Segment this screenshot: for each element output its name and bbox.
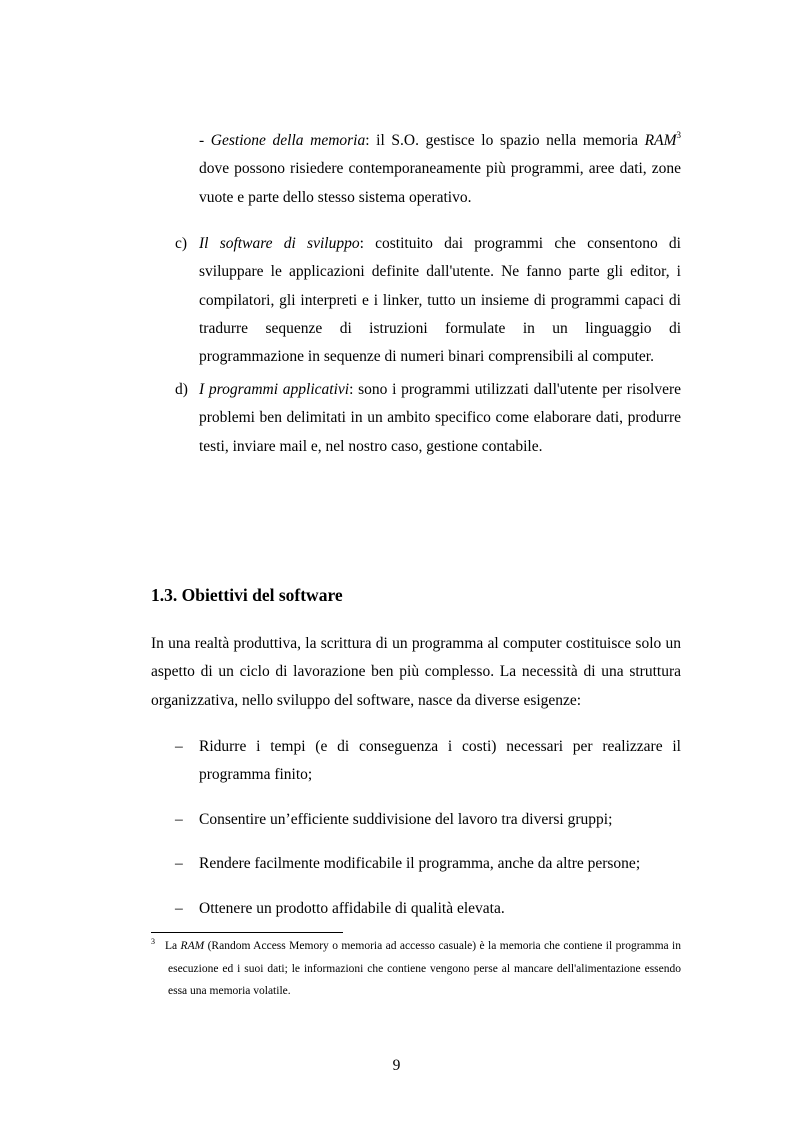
- footnote-divider: [151, 932, 343, 933]
- list-item-label: c): [175, 235, 188, 252]
- footnote-reference[interactable]: 3: [676, 130, 682, 140]
- list-item-title: I programmi applicativi: [199, 381, 350, 398]
- footnote-text: [151, 935, 681, 1003]
- dash-bullet: –: [175, 811, 183, 828]
- list-item-text: Ridurre i tempi (e di conseguenza i costi) necessari per realizzare il programma finito;: [199, 738, 681, 784]
- footnote-body: (Random Access Memory o memoria ad accesso casuale) è la memoria che contiene il programma in esecuzione ed i suoi dati; le informazioni che contiene vengono perse al mancare dell'alimentazione essendo essa una memoria volatile.: [168, 940, 681, 997]
- footnote: [151, 935, 681, 1003]
- list-item-text: [199, 230, 681, 371]
- footnote-lead: La: [165, 940, 181, 952]
- memory-management-text: : il S.O. gestisce lo spazio nella memoria: [365, 132, 645, 149]
- dash-bullet: –: [175, 855, 183, 872]
- list-item-title: Il software di sviluppo: [199, 235, 360, 252]
- list-item-label: d): [175, 381, 188, 398]
- section-heading: 1.3. Obiettivi del software: [151, 585, 343, 605]
- memory-prefix: -: [199, 132, 211, 149]
- list-item-body: : sono i programmi utilizzati dall'utente per risolvere problemi ben delimitati in un ambito specifico come elaborare dati, produrre testi, inviare mail e, nel nostro caso, gestione contabile.: [199, 381, 682, 455]
- memory-management-rest: dove possono risiedere contemporaneamente più programmi, aree dati, zone vuote e parte dello stesso sistema operativo.: [199, 160, 681, 206]
- list-item-text: Ottenere un prodotto affidabile di qualità elevata.: [199, 900, 505, 917]
- memory-management-title: Gestione della memoria: [210, 132, 366, 149]
- list-item-text: Rendere facilmente modificabile il programma, anche da altre persone;: [199, 855, 641, 872]
- dash-bullet: –: [175, 900, 183, 917]
- footnote-ram-term: RAM: [180, 940, 205, 952]
- list-item-body: : costituito dai programmi che consentono di sviluppare le applicazioni definite dall'utente. Ne fanno parte gli editor, i compilatori, gli interpreti e i linker, tutto un insieme di programmi capaci di tradurre sequenze di istruzioni formulate in un linguaggio di programmazione in sequenze di numeri binari comprensibili al computer.: [199, 235, 681, 366]
- memory-management-paragraph: [199, 127, 681, 212]
- footnote-mark: 3: [151, 937, 155, 946]
- list-item-text: Consentire un’efficiente suddivisione del lavoro tra diversi gruppi;: [199, 811, 613, 828]
- list-item-text: [199, 376, 681, 461]
- dash-bullet: –: [175, 738, 183, 755]
- section-intro-paragraph: In una realtà produttiva, la scrittura di un programma al computer costituisce solo un aspetto di un ciclo di lavorazione ben più complesso. La necessità di una struttura organizzativa, nello sviluppo del software, nasce da diverse esigenze:: [151, 635, 681, 709]
- ram-term: RAM: [644, 132, 677, 149]
- page-number: 9: [392, 1057, 401, 1074]
